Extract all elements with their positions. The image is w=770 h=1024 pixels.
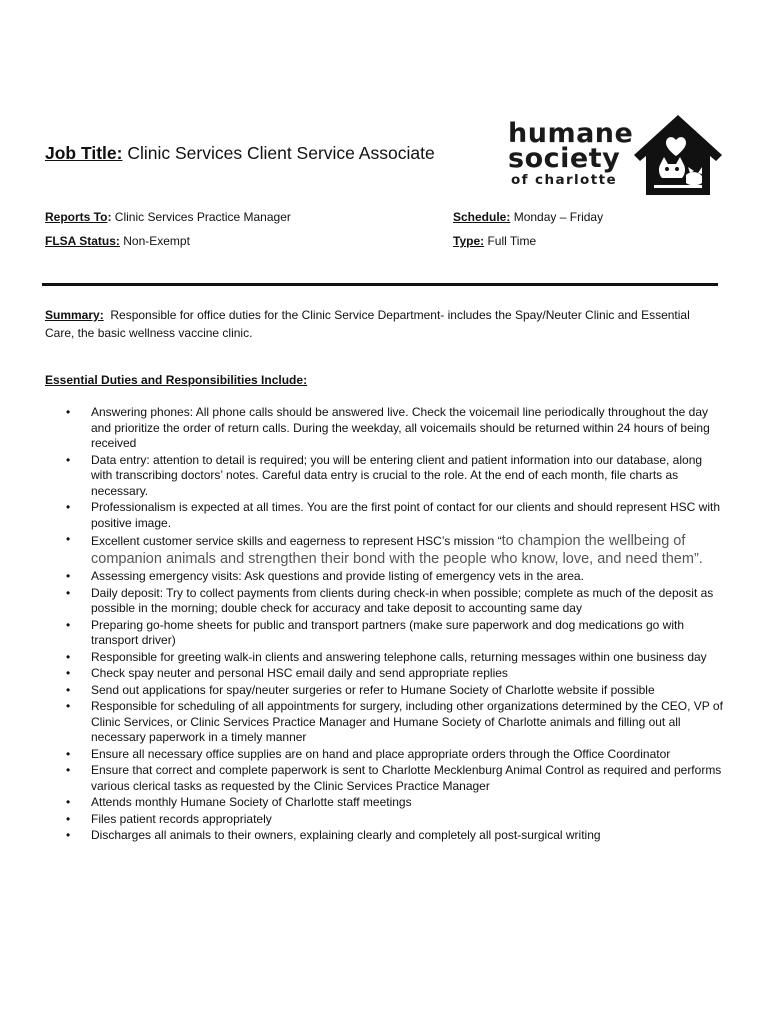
reports-to-label: Reports To [45,210,108,224]
list-item: • Check spay neuter and personal HSC email daily and send appropriate replies [45,666,725,682]
summary-label: Summary: [45,308,104,322]
list-item: • Ensure that correct and complete paperwork is sent to Charlotte Mecklenburg Animal Control as required and performs various clerical tasks as requested by the Clinic Services Practice Manager [45,763,725,794]
list-item: • Discharges all animals to their owners, explaining clearly and completely all post-surgical writing [45,828,725,844]
header-divider [42,283,718,286]
schedule-label: Schedule: [453,210,511,224]
list-item: • Daily deposit: Try to collect payments from clients during check-in when possible; complete as much of the deposit as possible in the morning; double check for accuracy and take deposit to accounting same day [45,586,725,617]
logo-wordmark [508,118,634,189]
logo-line-humane: humane [508,118,634,149]
reports-to: Reports To: Clinic Services Practice Manager [45,210,291,224]
job-title-label: Job Title: [45,143,123,163]
mission-prefix: Excellent customer service skills and eagerness to represent HSC’s mission “ [91,534,502,548]
list-item: • Send out applications for spay/neuter surgeries or refer to Humane Society of Charlotte website if possible [45,683,725,699]
job-title-value: Clinic Services Client Service Associate [127,143,435,163]
mission-statement: to champion the wellbeing of companion animals and strengthen their bond with the people who know, love, and need them [91,533,694,567]
employment-type-label: Type: [453,234,485,248]
list-item: • Files patient records appropriately [45,812,725,828]
list-item: • Answering phones: All phone calls should be answered live. Check the voicemail line periodically throughout the day and prioritize the order of return calls. During the weekday, all voicemails should be returned within 24 hours of being received [45,405,725,452]
duties-heading: Essential Duties and Responsibilities Include: [45,373,308,387]
list-item [45,532,725,568]
flsa-status-value: Non-Exempt [123,234,190,248]
employment-type [453,234,536,248]
summary-text: Responsible for office duties for the Clinic Service Department- includes the Spay/Neuter Clinic and Essential Care, the basic wellness vaccine clinic. [45,308,690,340]
job-title [45,143,435,164]
duties-list [45,405,725,845]
list-item: • Data entry: attention to detail is required; you will be entering client and patient information into our database, along with transcribing doctors’ notes. Careful data entry is crucial to the role. At the end of each month, file charts as necessary. [45,453,725,500]
reports-to-value: Clinic Services Practice Manager [114,210,291,224]
house-pets-icon [628,113,726,195]
list-item: • Responsible for scheduling of all appointments for surgery, including other organizations determined by the CEO, VP of Clinic Services, or Clinic Services Practice Manager and Humane Society of Charlotte animals and filling out all necessary paperwork in a timely manner [45,699,725,746]
list-item: • Responsible for greeting walk-in clients and answering telephone calls, returning messages within one business day [45,650,725,666]
flsa-status [45,234,190,248]
list-item: • Assessing emergency visits: Ask questions and provide listing of emergency vets in the area. [45,569,725,585]
list-item: • Preparing go-home sheets for public and transport partners (make sure paperwork and dog medications go with transport driver) [45,618,725,649]
employment-type-value: Full Time [487,234,537,248]
schedule-value: Monday – Friday [513,210,604,224]
list-item: • Professionalism is expected at all times. You are the first point of contact for our clients and should represent HSC with positive image. [45,500,725,531]
logo-line-society: society [508,143,621,174]
humane-society-logo [508,113,726,195]
list-item: • Ensure all necessary office supplies are on hand and place appropriate orders through the Office Coordinator [45,747,725,763]
flsa-status-label: FLSA Status: [45,234,120,248]
summary [45,306,715,342]
list-item: • Attends monthly Humane Society of Charlotte staff meetings [45,795,725,811]
schedule [453,210,603,224]
mission-suffix: ”. [693,551,703,567]
logo-line-of-charlotte: of charlotte [511,172,617,188]
